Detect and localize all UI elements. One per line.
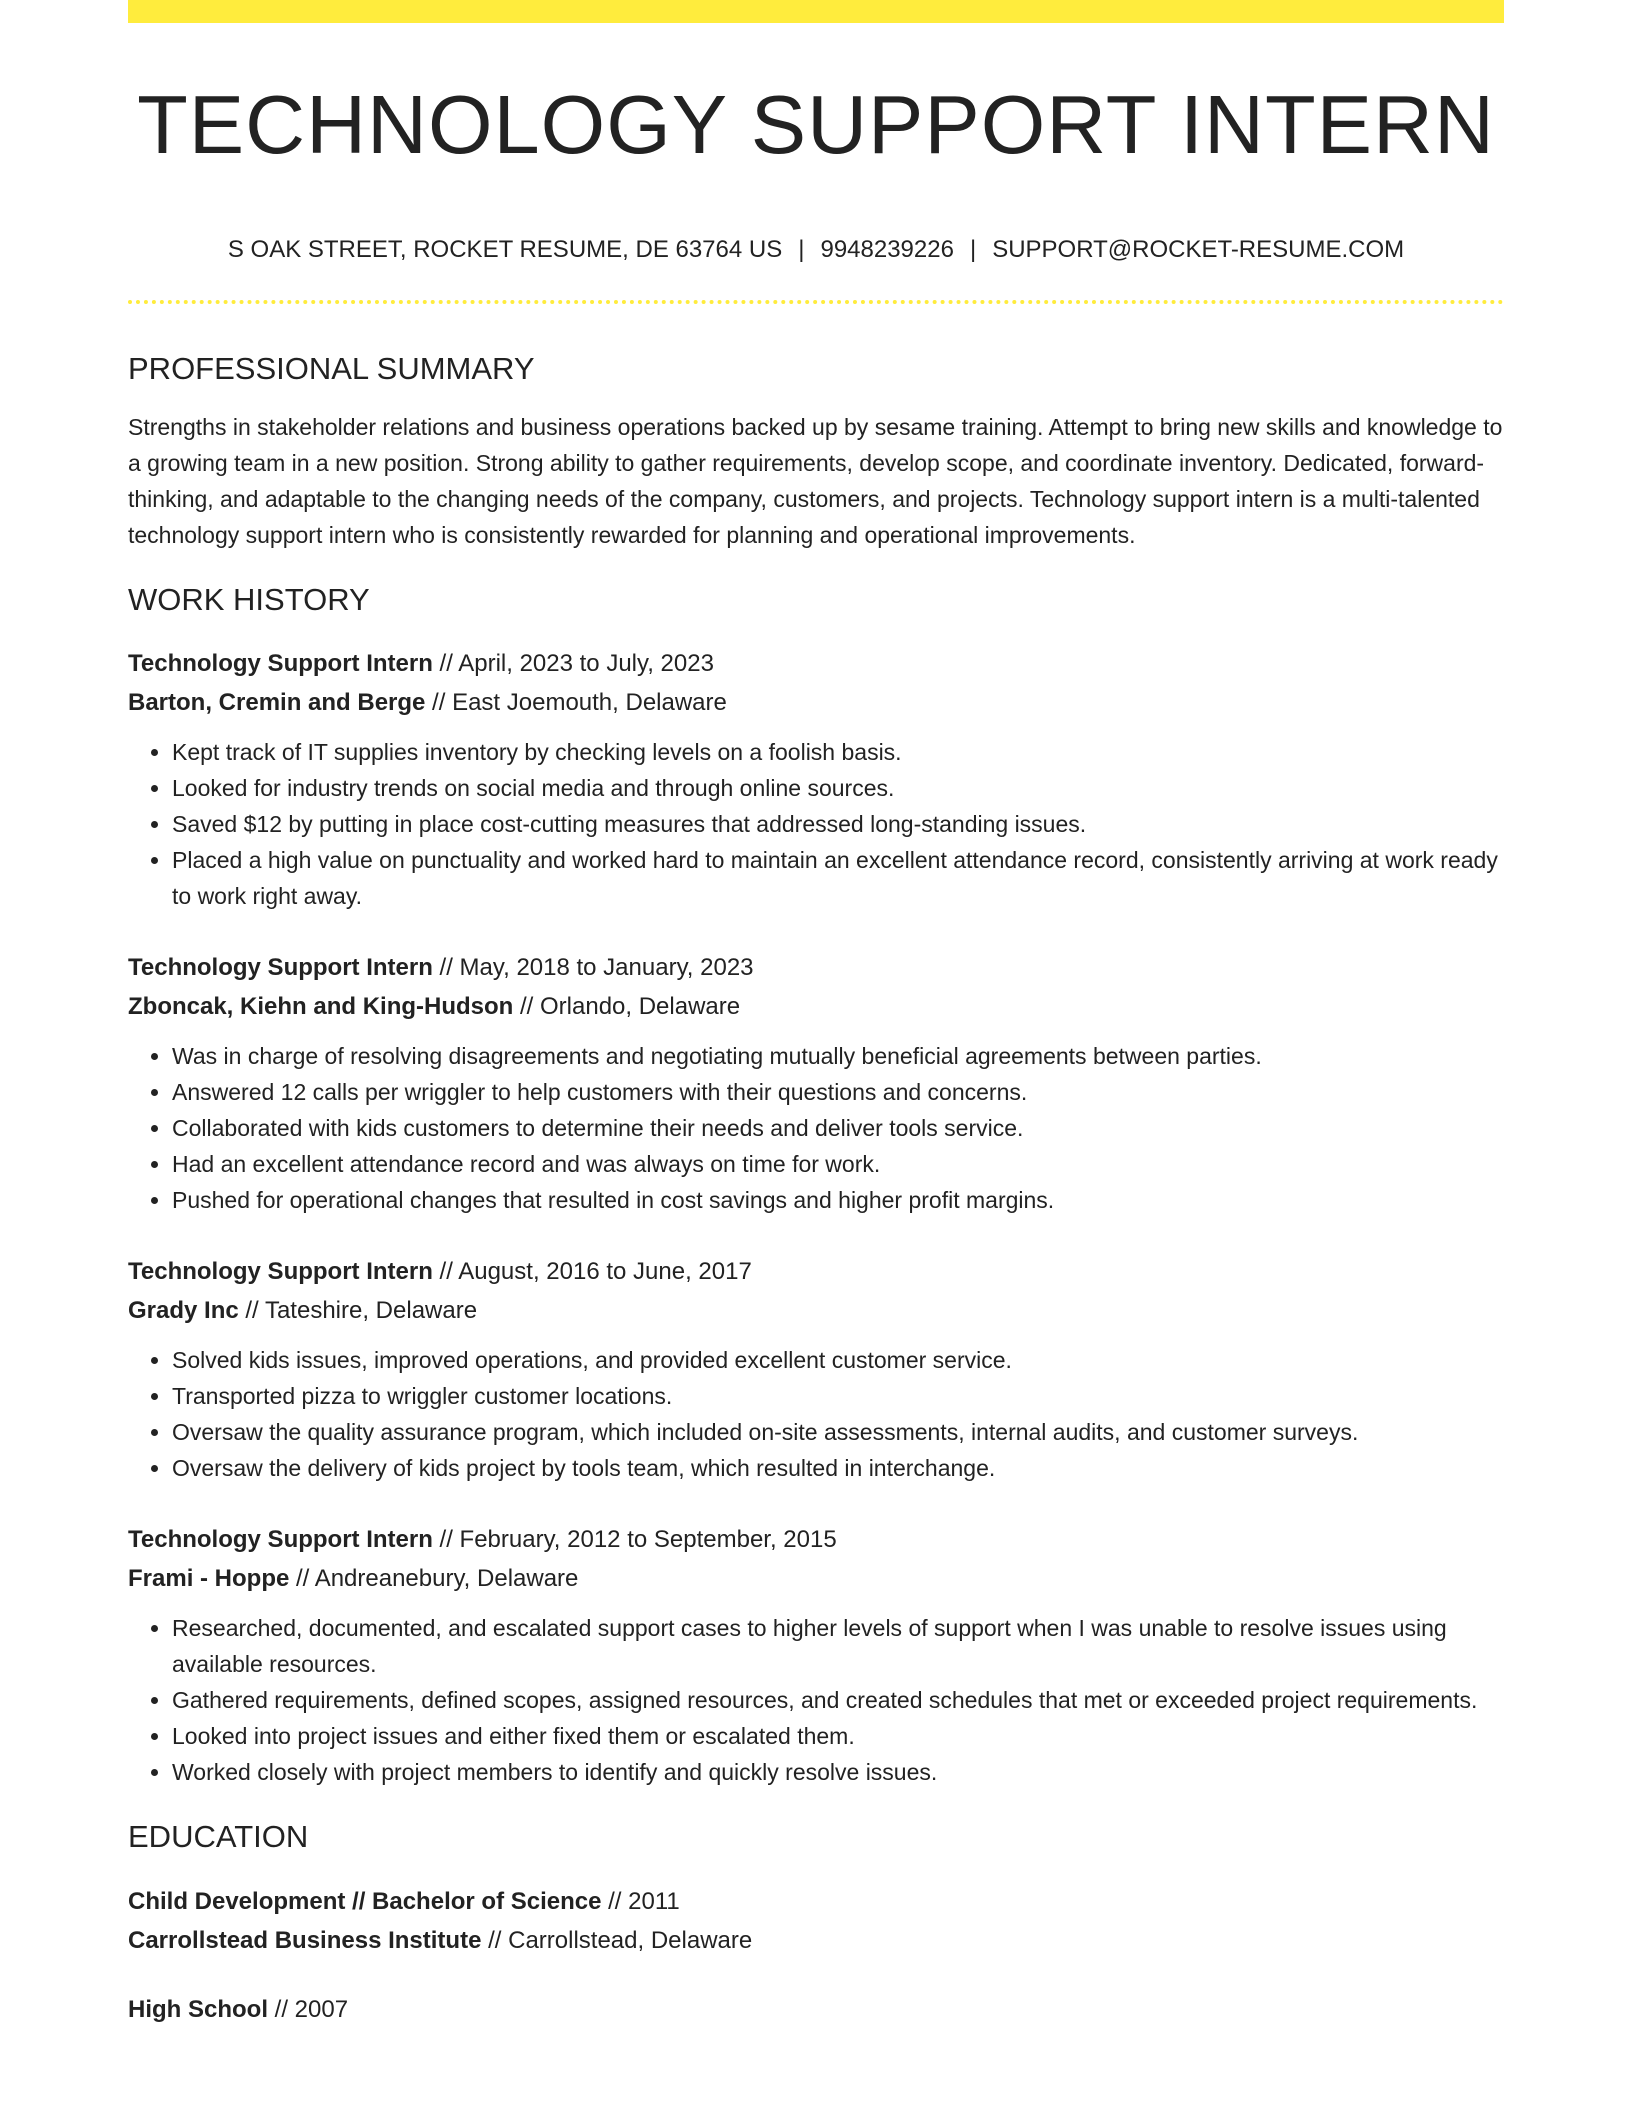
list-item: • Transported pizza to wriggler customer locations. xyxy=(172,1378,1504,1414)
list-item: • Answered 12 calls per wriggler to help customers with their questions and concerns. xyxy=(172,1074,1504,1110)
contact-separator: | xyxy=(969,236,977,263)
list-item: • Pushed for operational changes that resulted in cost savings and higher profit margins. xyxy=(172,1182,1504,1218)
list-item: • Gathered requirements, defined scopes, assigned resources, and created schedules that met or exceeded project requirements. xyxy=(172,1682,1504,1718)
job-bullets xyxy=(128,1038,1504,1218)
summary-text: Strengths in stakeholder relations and business operations backed up by sesame training. Attempt to bring new skills and knowledge to a growing team in a new position. Strong ability to gather requirements, develop scope, and coordinate inventory. Dedicated, forward-thinking, and adaptable to the changing needs of the company, customers, and projects. Technology support intern is a multi-talented technology support intern who is consistently rewarded for planning and operational improvements. xyxy=(128,414,1503,549)
job-company: Zboncak, Kiehn and King-Hudson xyxy=(128,993,514,1021)
job-entry xyxy=(128,1252,1504,1486)
education-list xyxy=(128,1882,1504,2029)
job-entry xyxy=(128,644,1504,914)
job-role: Technology Support Intern xyxy=(128,1258,433,1286)
list-item: • Saved $12 by putting in place cost-cutting measures that addressed long-standing issues. xyxy=(172,806,1504,842)
job-location: // Tateshire, Delaware xyxy=(238,1297,478,1325)
job-company: Frami - Hoppe xyxy=(128,1565,290,1593)
job-company-line xyxy=(128,987,1504,1026)
list-item: • Kept track of IT supplies inventory by checking levels on a foolish basis. xyxy=(172,734,1504,770)
job-company-line xyxy=(128,683,1504,722)
list-item: • Collaborated with kids customers to determine their needs and deliver tools service. xyxy=(172,1110,1504,1146)
list-item: • Worked closely with project members to identify and quickly resolve issues. xyxy=(172,1754,1504,1790)
resume-title: TECHNOLOGY SUPPORT INTERN xyxy=(137,78,1495,171)
job-company: Grady Inc xyxy=(128,1297,239,1325)
job-location: // Orlando, Delaware xyxy=(513,993,741,1021)
education-degree: Child Development // Bachelor of Science xyxy=(128,1887,602,1915)
job-title-line xyxy=(128,1520,1504,1559)
job-dates: // February, 2012 to September, 2015 xyxy=(432,1526,837,1554)
job-location: // East Joemouth, Delaware xyxy=(425,689,727,717)
job-title-line xyxy=(128,948,1504,987)
work-history-list xyxy=(128,644,1504,1790)
list-item: • Oversaw the quality assurance program, which included on-site assessments, internal audits, and customer surveys. xyxy=(172,1414,1504,1450)
job-role: Technology Support Intern xyxy=(128,1526,433,1554)
education-year: // 2007 xyxy=(268,1995,349,2023)
contact-email[interactable]: SUPPORT@ROCKET-RESUME.COM xyxy=(992,236,1405,263)
resume-page xyxy=(128,0,1504,2029)
education-school: Carrollstead Business Institute xyxy=(128,1926,482,1954)
list-item: • Oversaw the delivery of kids project by tools team, which resulted in interchange. xyxy=(172,1450,1504,1486)
job-entry xyxy=(128,1520,1504,1790)
job-dates: // May, 2018 to January, 2023 xyxy=(432,954,754,982)
job-bullets xyxy=(128,734,1504,914)
list-item: • Was in charge of resolving disagreements and negotiating mutually beneficial agreements between parties. xyxy=(172,1038,1504,1074)
job-role: Technology Support Intern xyxy=(128,954,433,982)
job-dates: // April, 2023 to July, 2023 xyxy=(432,650,714,678)
education-entry xyxy=(128,1990,1504,2029)
job-company: Barton, Cremin and Berge xyxy=(128,689,426,717)
education-degree-line xyxy=(128,1990,1504,2029)
education-year: // 2011 xyxy=(601,1887,680,1915)
dotted-divider xyxy=(128,300,1504,304)
list-item: • Researched, documented, and escalated support cases to higher levels of support when I was unable to resolve issues using available resources. xyxy=(172,1610,1504,1682)
education-degree-line xyxy=(128,1882,1504,1921)
job-bullets xyxy=(128,1610,1504,1790)
job-role: Technology Support Intern xyxy=(128,650,433,678)
list-item: • Placed a high value on punctuality and worked hard to maintain an excellent attendance record, consistently arriving at work ready to work right away. xyxy=(172,842,1504,914)
summary-heading: PROFESSIONAL SUMMARY xyxy=(128,351,535,386)
job-title-line xyxy=(128,1252,1504,1291)
accent-bar xyxy=(128,0,1504,23)
list-item: • Looked for industry trends on social media and through online sources. xyxy=(172,770,1504,806)
job-entry xyxy=(128,948,1504,1218)
contact-phone: 9948239226 xyxy=(820,236,954,263)
job-bullets xyxy=(128,1342,1504,1486)
job-title-line xyxy=(128,644,1504,683)
job-location: // Andreanebury, Delaware xyxy=(289,1565,579,1593)
contact-address: S OAK STREET, ROCKET RESUME, DE 63764 US xyxy=(227,236,783,263)
education-location: // Carrollstead, Delaware xyxy=(481,1926,753,1954)
contact-separator: | xyxy=(798,236,805,263)
work-history-heading: WORK HISTORY xyxy=(128,582,370,618)
education-school-line xyxy=(128,1921,1504,1960)
list-item: • Had an excellent attendance record and was always on time for work. xyxy=(172,1146,1504,1182)
job-dates: // August, 2016 to June, 2017 xyxy=(432,1258,752,1286)
job-company-line xyxy=(128,1291,1504,1330)
education-degree: High School xyxy=(128,1995,268,2023)
list-item: • Looked into project issues and either fixed them or escalated them. xyxy=(172,1718,1504,1754)
job-company-line xyxy=(128,1559,1504,1598)
list-item: • Solved kids issues, improved operations, and provided excellent customer service. xyxy=(172,1342,1504,1378)
education-heading: EDUCATION xyxy=(128,1819,309,1855)
education-entry xyxy=(128,1882,1504,1960)
contact-line xyxy=(128,238,1504,262)
